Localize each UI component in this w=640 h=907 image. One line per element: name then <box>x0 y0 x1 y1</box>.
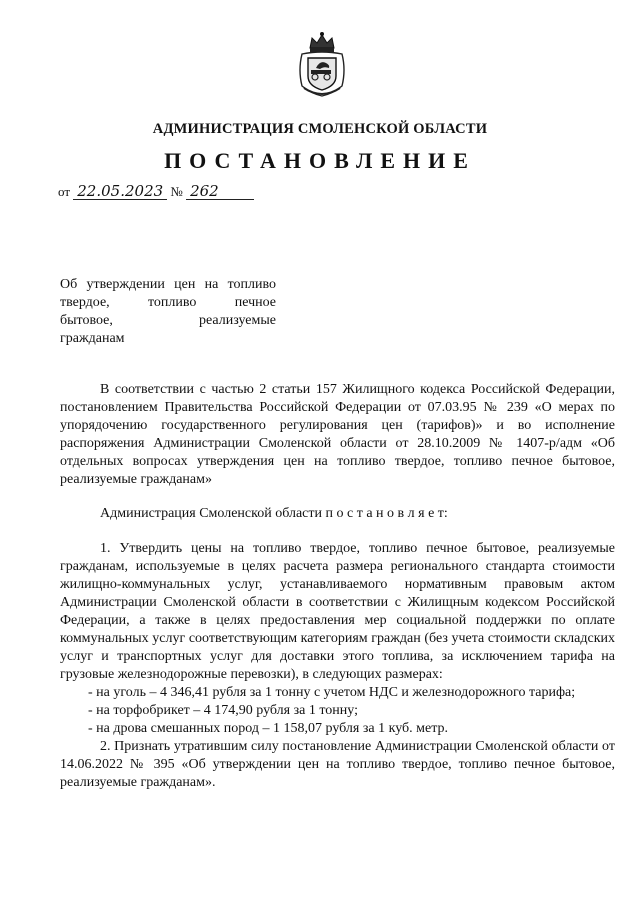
resolution-subject: Администрация Смоленской области <box>100 506 323 521</box>
resolution-verb: п о с т а н о в л я е т: <box>325 506 448 521</box>
date-prefix: от <box>58 184 71 199</box>
resolution-items <box>60 540 615 792</box>
subject-line: гражданам <box>60 331 125 346</box>
resolution-line <box>60 505 615 523</box>
document-number: 262 <box>186 183 254 200</box>
date-number-line <box>58 183 254 200</box>
subject-line: Об утверждении цен на топливо <box>60 277 276 292</box>
document-subject <box>60 276 276 348</box>
organization-name: АДМИНИСТРАЦИЯ СМОЛЕНСКОЙ ОБЛАСТИ <box>152 121 488 137</box>
subject-line: бытовое, реализуемые <box>60 313 276 328</box>
price-wood-line: - на дрова смешанных пород – 1 158,07 рубля за 1 куб. метр. <box>88 721 448 736</box>
document-type-title: ПОСТАНОВЛЕНИЕ <box>164 148 476 173</box>
number-sign: № <box>170 184 183 199</box>
preamble-paragraph: В соответствии с частью 2 статьи 157 Жилищного кодекса Российской Федерации, постановлением Правительства Российской Федерации от 07.03.95 № 239 «О мерах по упорядочению государственного регулирования цен (тарифов)» и во исполнение распоряжения Администрации Смоленской области от 28.10.2009 № 1407-р/адм «Об отдельных вопросах утверждения цен на топливо твердое, топливо печное бытовое, реализуемые гражданам» <box>60 382 615 487</box>
document-date: 22.05.2023 <box>73 183 167 200</box>
smolensk-coat-of-arms-icon <box>296 30 348 100</box>
item-1-paragraph: 1. Утвердить цены на топливо твердое, топливо печное бытовое, реализуемые гражданам, используемые в целях расчета размера регионального стандарта стоимости жилищно-коммунальных услуг, устанавливаемого нормативным правовым актом Администрации Смоленской области в соответствии с Жилищным кодексом Российской Федерации, а также в целях предоставления мер социальной поддержки по оплате коммунальных услуг соответствующим категориям граждан (без учета стоимости складских услуг и транспортных услуг для доставки этого топлива, за исключением тарифа на грузовые железнодорожные перевозки), в следующих размерах: <box>60 541 615 682</box>
item-2-paragraph: 2. Признать утратившим силу постановление Администрации Смоленской области от 14.06.2022 № 395 «Об утверждении цен на топливо твердое, топливо печное бытовое, реализуемые гражданам». <box>60 739 615 790</box>
price-coal-line: - на уголь – 4 346,41 рубля за 1 тонну с учетом НДС и железнодорожного тарифа; <box>88 685 576 700</box>
price-peat-line: - на торфобрикет – 4 174,90 рубля за 1 тонну; <box>88 703 358 718</box>
subject-line: твердое, топливо печное <box>60 295 276 310</box>
